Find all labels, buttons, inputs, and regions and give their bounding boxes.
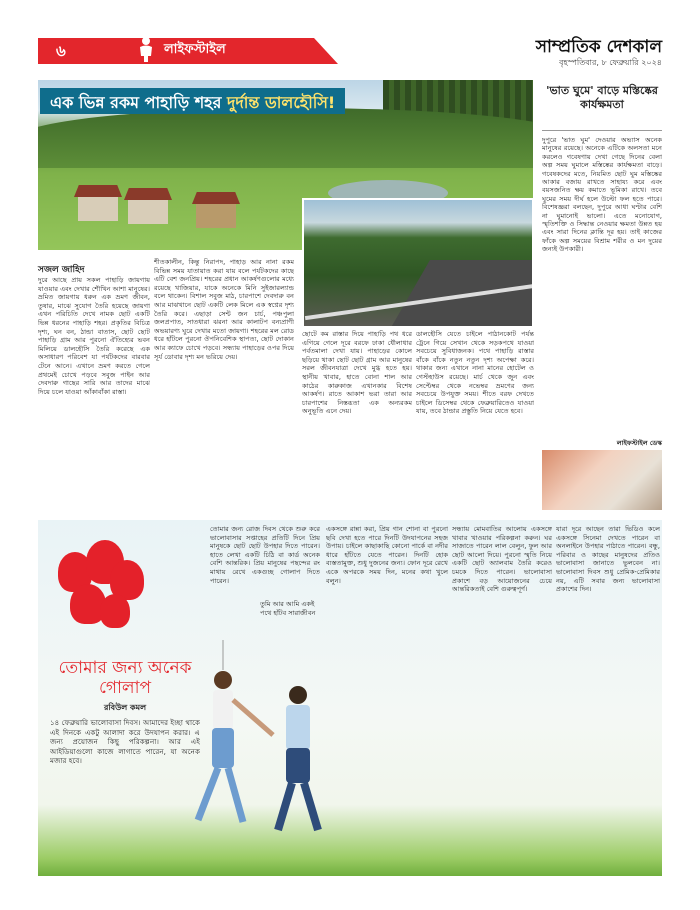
person-silhouette-icon — [136, 36, 156, 62]
valentine-column-2: একসঙ্গে রান্না করা, প্রিয় গান শোনা বা পুরনো ছবি দেখা হতে পারে দিনটি উদযাপনের সহজ উপায়। চাইলে কাছাকাছি কোনো পার্কে বা নদীর ধারে হাঁটতে যেতে পারেন। দিনটি হোক ব্যস্ততামুক্ত, শুধু দুজনের জন্য। ফোন দূরে রেখে একে অপরকে সময় দিন, মনের কথা খুলে বলুন। — [326, 525, 448, 585]
section-name: লাইফস্টাইল — [164, 42, 226, 57]
heart-balloon-icon — [100, 594, 130, 628]
sleeping-woman-photo — [542, 450, 662, 510]
mountain-road-photo — [302, 198, 534, 328]
feature-column-4: ডালহৌসি যেতে চাইলে পাঠানকোট পর্যন্ত ট্রেনে গিয়ে সেখান থেকে সড়কপথে যাওয়া সবচেয়ে সুবিধাজনক। পথে পাহাড়ি রাস্তার বাঁকে বাঁকে নতুন নতুন দৃশ্য অপেক্ষা করে। থাকার জন্য এখানে নানা মানের হোটেল ও গেস্টহাউস রয়েছে। মার্চ থেকে জুন এবং সেপ্টেম্বর থেকে নভেম্বর ভ্রমণের জন্য সবচেয়ে উপযুক্ত সময়। শীতে বরফ দেখতে চাইলে ডিসেম্বর থেকে ফেব্রুয়ারিতেও যাওয়া যায়, তবে ঠান্ডার প্রস্তুতি নিয়ে যেতে হবে। — [416, 330, 534, 416]
valentine-pull-quote: তুমি আর আমি একই পথে হাঁটব সারাজীবন — [260, 600, 316, 617]
valentine-headline: তোমার জন্য অনেক গোলাপ — [58, 658, 192, 698]
valentine-column-3: সন্ধ্যায় মোমবাতির আলোয় একসঙ্গে খাবার খাওয়ার পরিকল্পনা করুন। ঘর সাজাতে পারেন লাল বেলুন, ফুল আর ছোট আলো দিয়ে। পুরনো স্মৃতি নিয়ে একটি ছোট অ্যালবাম তৈরি করেও চমকে দিতে পারেন। ভালোবাসা প্রকাশে বড় আয়োজনের চেয়ে আন্তরিকতাই বেশি গুরুত্বপূর্ণ। — [452, 525, 552, 594]
sidebar-credit: লাইফস্টাইল ডেস্ক — [616, 439, 662, 447]
valentine-column-4: যারা দূরে আছেন তারা ভিডিও কলে একসঙ্গে সিনেমা দেখতে পারেন বা অনলাইনে উপহার পাঠাতে পারেন। বন্ধু, পরিবার ও কাছের মানুষদের প্রতিও ভালোবাসা জানাতে ভুলবেন না। ভালোবাসা দিবস শুধু প্রেমিক-প্রেমিকার নয়, এটি সবার জন্য ভালোবাসা প্রকাশের দিন। — [556, 525, 660, 594]
newspaper-masthead: সাম্প্রতিক দেশকাল — [535, 37, 662, 57]
sidebar-headline: 'ভাত ঘুমে' বাড়ে মস্তিষ্কের কার্যক্ষমতা — [546, 84, 658, 111]
page-header — [38, 30, 662, 68]
feature-column-1: দুরে আছে প্রায় সকল পাহাড়ি জায়গায় যাওয়ার এবং দেখার শৌখিন আশা মানুষের। ভ্রমিত জায়গায় ধরুন এক ভ্রমণ জীবন, তুষার, মাঝে সুযোগ তৈরি হয়েছে জায়গা এখন পরিচিতি দেখে নামক ছোট একটি ভিন্ন ধরনের পাহাড়ি শহর। প্রকৃতির বিচিত্র দৃশ্য, ঘন বন, ঠান্ডা বাতাস, ছোট ছোট পাহাড়ি গ্রাম আর পুরনো ঐতিহ্যের ভবন মিলিয়ে ডালহৌসি তৈরি করেছে এক অসাধারণ পরিবেশ যা পর্যটকদের বারবার টেনে আনে। এখানে ভ্রমণ করতে গেলে প্রথমেই চোখে পড়বে সবুজ পাইন আর দেবদারু গাছের সারি আর তাদের মাঝে দিয়ে চলে যাওয়া আঁকাবাঁকা রাস্তা। — [38, 276, 150, 396]
feature-column-2: শীতকালীন, কিন্তু নিরাপদ, পাহাড় আর নানা রকম বিভিন্ন সময় যাতায়াত করা যায় বলে পর্যটকদের কাছে এটি বেশ জনপ্রিয়। শহরের প্রধান আকর্ষণগুলোর মধ্যে রয়েছে খাজিয়ার, যাকে অনেকে মিনি সুইজারল্যান্ড বলে থাকেন। বিশাল সবুজ মাঠ, চারপাশে দেবদারু বন আর মাঝখানে ছোট একটি লেক মিলে এক স্বপ্নের দৃশ্য তৈরি করে। এছাড়া সেন্ট জন চার্চ, পঞ্চপুলা জলপ্রপাত, সাতধারা ঝরনা আর কালাটপ বন্যপ্রাণী অভয়ারণ্য ঘুরে দেখার মতো জায়গা। শহরের মল রোড ধরে হাঁটলে পুরনো ঔপনিবেশিক স্থাপত্য, ছোট দোকান আর ক্যাফে চোখে পড়বে। সন্ধ্যায় পাহাড়ের ওপর দিয়ে সূর্য ডোবার দৃশ্য মন ভরিয়ে দেয়। — [154, 258, 294, 361]
feature-byline: সজল জাহিদ — [38, 265, 85, 275]
issue-date: বৃহস্পতিবার, ৮ ফেব্রুয়ারি ২০২৪ — [559, 58, 662, 67]
sidebar-body: দুপুরে 'ভাত ঘুম' দেওয়ার অভ্যাস অনেক মানুষের রয়েছে। অনেকে এটিকে অলসতা মনে করলেও গবেষণায় দেখা গেছে দিনের বেলা অল্প সময় ঘুমালে মস্তিষ্কের কার্যক্ষমতা বাড়ে। গবেষকদের মতে, নিয়মিত ছোট ঘুম মস্তিষ্কের আকার বজায় রাখতে সাহায্য করে এবং বয়সজনিত ক্ষয় কমাতে ভূমিকা রাখে। তবে ঘুমের সময় দীর্ঘ হলে উল্টো ফল হতে পারে। বিশেষজ্ঞরা বলছেন, দুপুরে আধা ঘণ্টার বেশি না ঘুমানোই ভালো। এতে মনোযোগ, স্মৃতিশক্তি ও সিদ্ধান্ত নেওয়ার ক্ষমতা উন্নত হয় এবং সারা দিনের ক্লান্তি দূর হয়। তাই কাজের ফাঁকে অল্প সময়ের বিশ্রাম শরীর ও মন দুয়ের জন্যই উপকারী। — [542, 136, 662, 254]
page-number: ৬ — [56, 42, 66, 60]
sidebar-divider — [542, 130, 662, 131]
headline-lead: এক ভিন্ন রকম পাহাড়ি শহর — [50, 93, 222, 112]
valentine-author: রবিউল কমল — [103, 703, 147, 712]
headline-highlight: দুর্দান্ত ডালহৌসি! — [226, 93, 336, 112]
feature-headline — [40, 88, 345, 114]
feature-column-3: ছোটে কম রাস্তার দিয়ে পাহাড়ি পথ ধরে এগিয়ে গেলে দূরে বরফে ঢাকা ধৌলাধার পর্বতমালা দেখা যায়। পাহাড়ের কোলে ছড়িয়ে থাকা ছোট ছোট গ্রাম আর মানুষের সরল জীবনযাত্রা দেখে মুগ্ধ হতে হয়। স্থানীয় খাবার, হাতে বোনা শাল আর কাঠের কারুকাজ এখানকার বিশেষ আকর্ষণ। রাতে আকাশ ভরা তারা আর চারপাশের নিস্তব্ধতা এক অন্যরকম অনুভূতি এনে দেয়। — [302, 330, 412, 416]
valentine-lead: ১৪ ফেব্রুয়ারি ভালোবাসা দিবস। আমাদের ইচ্ছা থাকে এই দিনকে একটু আলাদা করে উদযাপন করার। এ জন্য প্রয়োজন কিছু পরিকল্পনা। আর এই আইডিয়াগুলো কাজে লাগাতে পারেন, যা অনেক মজার হবে। — [50, 718, 200, 766]
valentine-column-1: তোমার জন্য রোজ দিবস থেকে শুরু করে ভালোবাসার সপ্তাহের প্রতিটি দিনে প্রিয় মানুষকে ছোট ছোট উপহার দিতে পারেন। হাতে লেখা একটি চিঠি বা কার্ড অনেক বেশি আন্তরিক। প্রিয় মানুষের পছন্দের রং মাথায় রেখে একগুচ্ছ গোলাপ দিতে পারেন। — [210, 525, 320, 585]
